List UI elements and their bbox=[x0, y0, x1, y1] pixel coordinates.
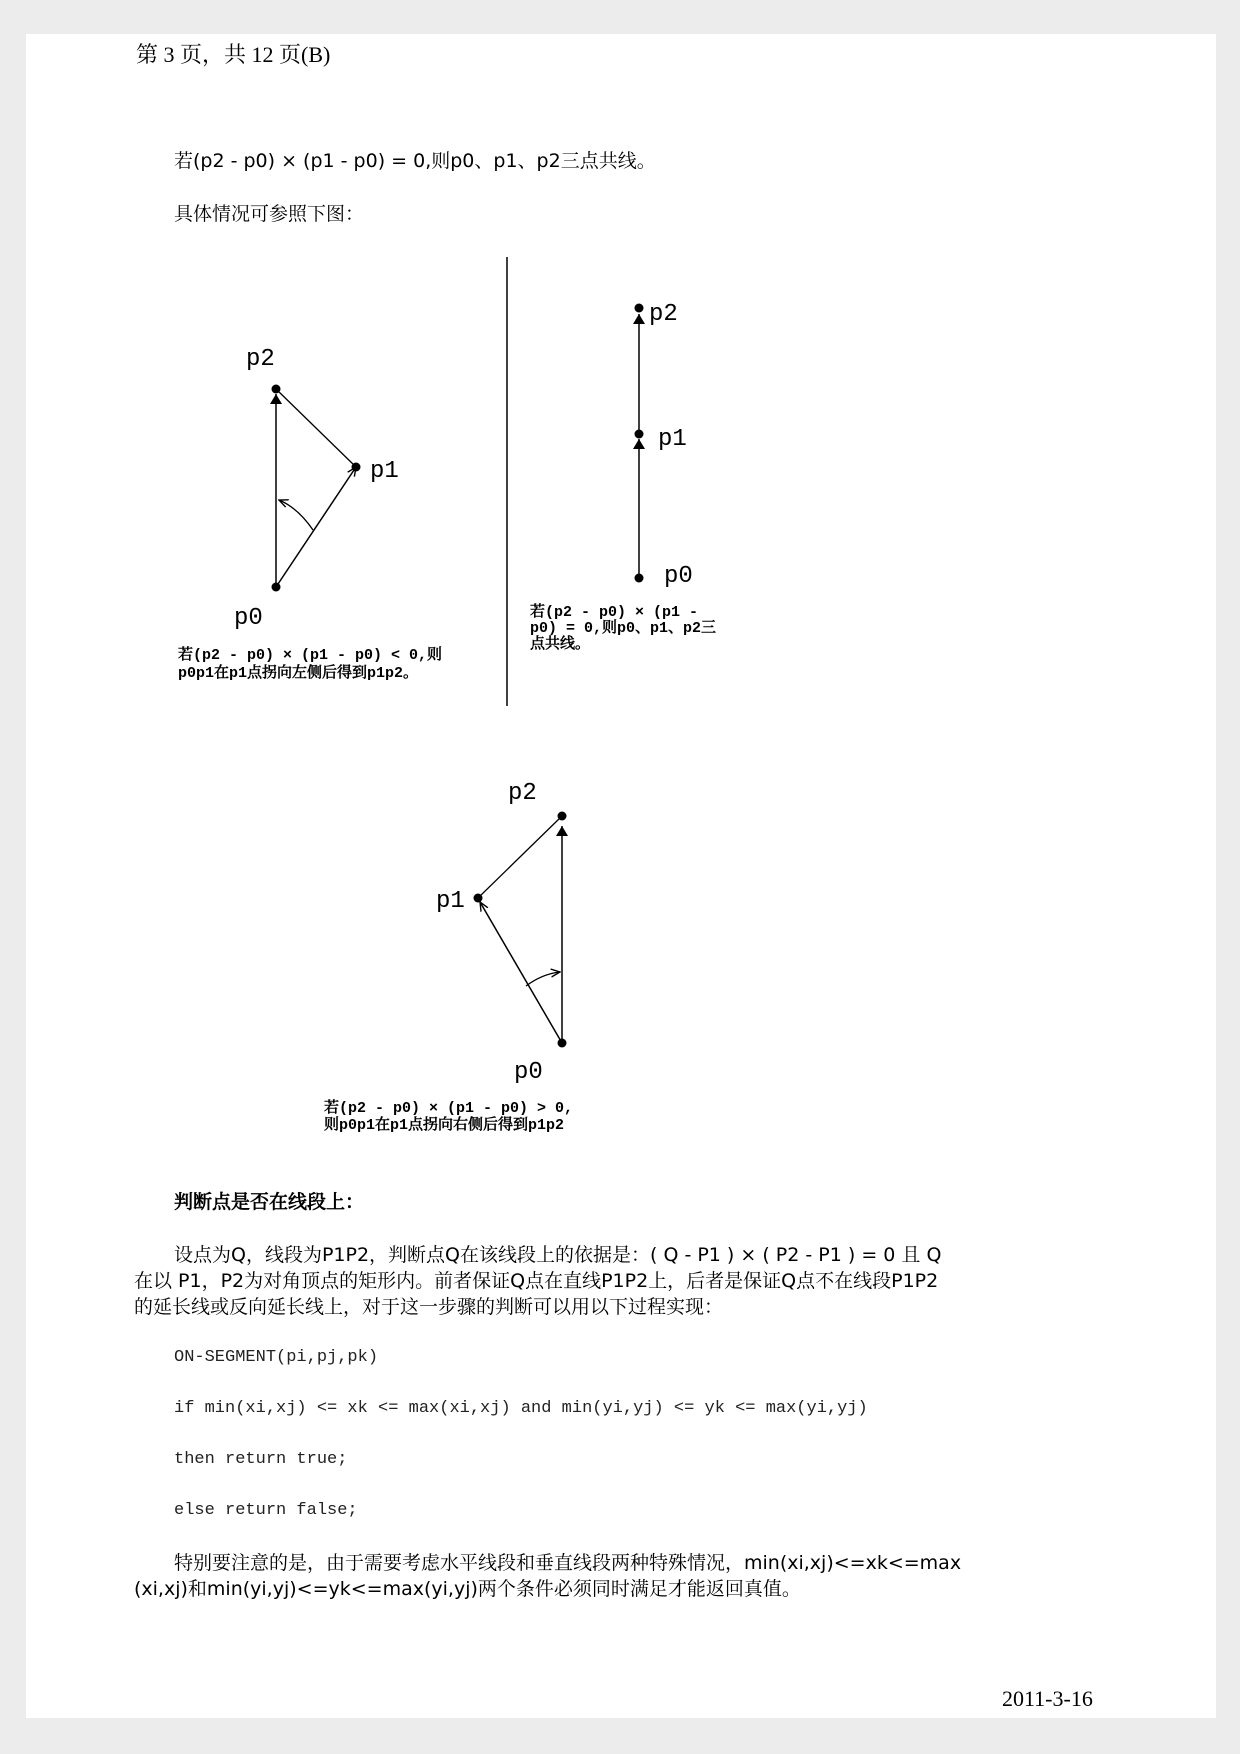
point-p2 bbox=[558, 812, 567, 821]
label-p0: p0 bbox=[514, 1059, 543, 1086]
code-line-1: ON-SEGMENT(pi,pj,pk) bbox=[174, 1348, 379, 1367]
label-p0: p0 bbox=[234, 605, 263, 632]
figure-right-turn bbox=[324, 780, 573, 1134]
rotation-arc bbox=[526, 972, 560, 986]
paragraph-on-segment-line1: 设点为Q，线段为P1P2，判断点Q在该线段上的依据是：( Q - P1 ) × ( P2 - P1 ) = 0 且 Q bbox=[174, 1244, 942, 1266]
code-line-4: else return false; bbox=[174, 1501, 358, 1520]
point-p2 bbox=[272, 385, 281, 394]
point-p1 bbox=[474, 894, 483, 903]
caption-left-line1: 若(p2 - p0) × (p1 - p0) < 0,则 bbox=[178, 647, 443, 664]
document-page bbox=[26, 34, 1216, 1718]
code-line-3: then return true; bbox=[174, 1450, 348, 1469]
figure-collinear bbox=[530, 301, 716, 653]
label-p0: p0 bbox=[664, 563, 693, 590]
caption-bottom-line2: 则p0p1在p1点拐向右侧后得到p1p2 bbox=[324, 1117, 565, 1134]
point-p0 bbox=[272, 583, 281, 592]
point-p1 bbox=[635, 430, 644, 439]
code-line-2: if min(xi,xj) <= xk <= max(xi,xj) and min(yi,yj) <= yk <= max(yi,yj) bbox=[174, 1399, 868, 1418]
vector-p0-p1 bbox=[480, 902, 562, 1043]
paragraph-on-segment-line3: 的延长线或反向延长线上，对于这一步骤的判断可以用以下过程实现： bbox=[134, 1296, 724, 1318]
caption-right-line1: 若(p2 - p0) × (p1 - bbox=[530, 604, 699, 621]
label-p2: p2 bbox=[508, 780, 537, 807]
paragraph-see-figure: 具体情况可参照下图： bbox=[174, 203, 365, 225]
figure-left-turn bbox=[178, 346, 442, 682]
label-p2: p2 bbox=[246, 346, 275, 373]
caption-right-line2: p0) = 0,则p0、p1、p2三 bbox=[530, 620, 717, 637]
caption-bottom-line1: 若(p2 - p0) × (p1 - p0) > 0, bbox=[324, 1100, 574, 1117]
paragraph-note-line2: (xi,xj)和min(yi,yj)<=yk<=max(yi,yj)两个条件必须同时满足才能返回真值。 bbox=[134, 1578, 801, 1600]
point-p0 bbox=[635, 574, 644, 583]
point-p1 bbox=[352, 463, 361, 472]
section-title: 判断点是否在线段上： bbox=[174, 1191, 365, 1213]
label-p1: p1 bbox=[658, 426, 687, 453]
page-footer-date: 2011-3-16 bbox=[1002, 1686, 1093, 1711]
label-p1: p1 bbox=[436, 888, 465, 915]
label-p2: p2 bbox=[649, 301, 678, 328]
point-p0 bbox=[558, 1039, 567, 1048]
paragraph-on-segment-line2: 在以 P1，P2为对角顶点的矩形内。前者保证Q点在直线P1P2上，后者是保证Q点不在线段P1P2 bbox=[134, 1270, 939, 1292]
segment-p1-p2 bbox=[478, 816, 562, 898]
caption-left-line2: p0p1在p1点拐向左侧后得到p1p2。 bbox=[178, 665, 419, 682]
label-p1: p1 bbox=[370, 458, 399, 485]
caption-right-line3: 点共线。 bbox=[530, 636, 591, 653]
page-header: 第 3 页，共 12 页(B) bbox=[136, 42, 331, 67]
segment-p1-p2 bbox=[276, 389, 356, 467]
rotation-arc bbox=[279, 500, 313, 530]
vector-p0-p1 bbox=[276, 467, 356, 587]
point-p2 bbox=[635, 304, 644, 313]
paragraph-note-line1: 特别要注意的是，由于需要考虑水平线段和垂直线段两种特殊情况，min(xi,xj)<=xk<=max bbox=[174, 1552, 962, 1574]
paragraph-collinear: 若(p2 - p0) × (p1 - p0) = 0,则p0、p1、p2三点共线。 bbox=[174, 150, 656, 172]
cross-product-figures bbox=[26, 34, 1216, 1134]
